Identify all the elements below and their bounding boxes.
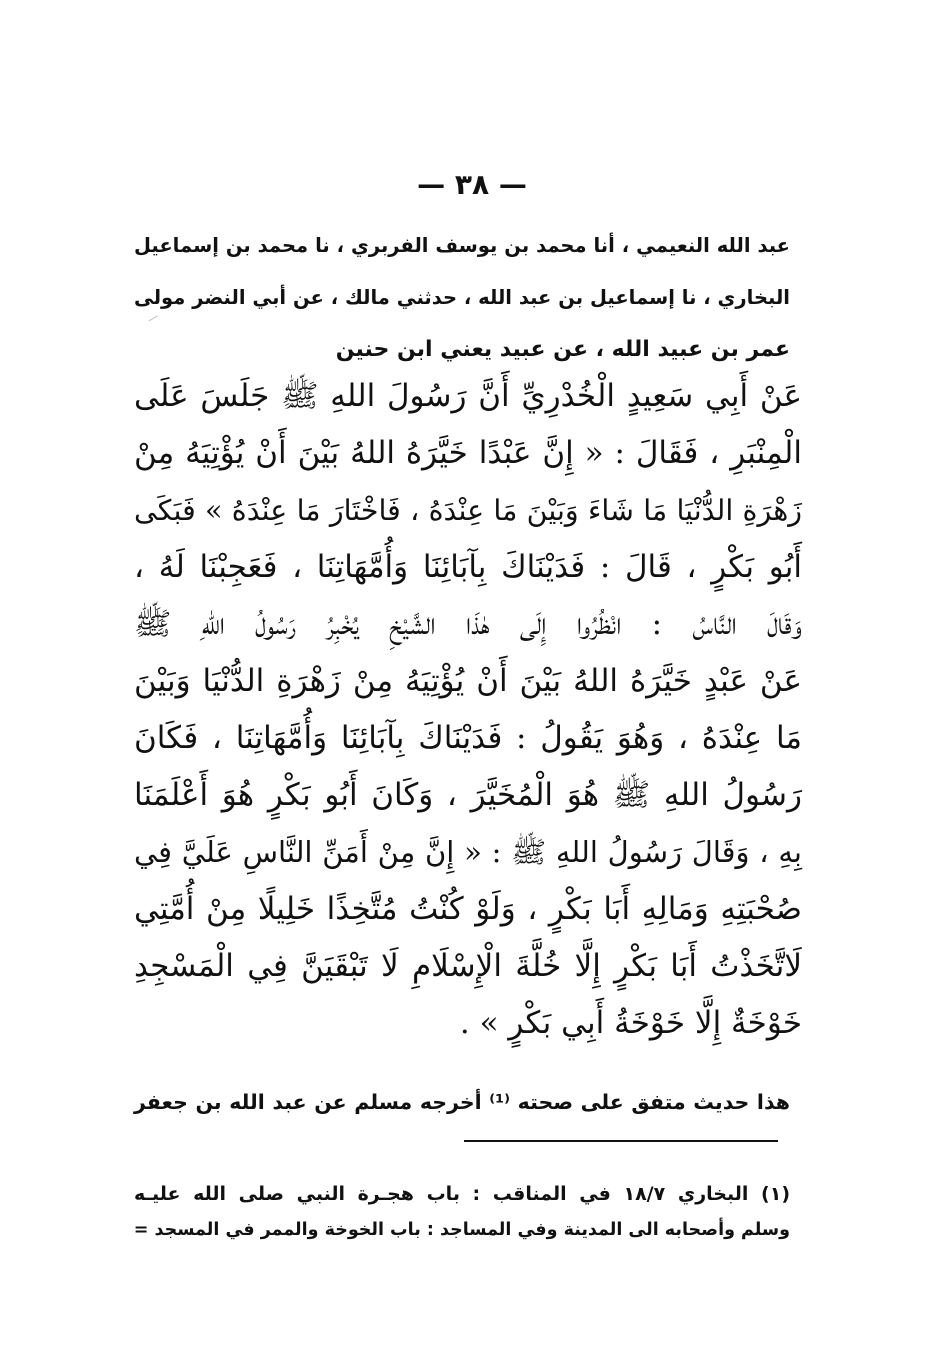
hadith-line: الْمِنْبَرِ ، فَقَالَ : « إِنَّ عَبْدًا خَيَّرَهُ اللهُ بَيْنَ أَنْ يُؤْتِيَهُ مِنْ bbox=[134, 435, 802, 471]
hadith-line: صُحْبَتِهِ وَمَالِهِ أَبَا بَكْرٍ ، وَلَوْ كُنْتُ مُتَّخِذًا خَلِيلًا مِنْ أُمَّتِي bbox=[134, 891, 802, 927]
isnad-line: عبد الله النعيمي ، أنا محمد بن يوسف الفربري ، نا محمد بن إسماعيل bbox=[134, 234, 790, 257]
hadith-line: لَاتَّخَذْتُ أَبَا بَكْرٍ إِلَّا خُلَّةَ الْإِسْلَامِ لَا تَبْقَيَنَّ فِي الْمَسْجِدِ bbox=[134, 948, 802, 984]
hadith-line: مَا عِنْدَهُ ، وَهُوَ يَقُولُ : فَدَيْنَاكَ بِآبَائِنَا وَأُمَّهَاتِنَا ، فَكَانَ bbox=[134, 720, 802, 756]
hadith-line: عَنْ أَبِي سَعِيدٍ الْخُدْرِيِّ أَنَّ رَسُولَ اللهِ ﷺ جَلَسَ عَلَى bbox=[134, 378, 802, 414]
footnote-line: (١) البخاري ١٨/٧ في المناقب : باب هجـرة النبي صلى الله عليـه bbox=[134, 1183, 790, 1205]
hadith-text bbox=[134, 368, 802, 1052]
takhrij-line: هذا حديث متفق على صحته ⁽¹⁾ أخرجه مسلم عن عبد الله بن جعفر bbox=[134, 1090, 790, 1114]
hadith-line: عَنْ عَبْدٍ خَيَّرَهُ اللهُ بَيْنَ أَنْ يُؤْتِيَهُ مِنْ زَهْرَةِ الدُّنْيَا وَبَيْنَ bbox=[134, 663, 802, 699]
footnote-line: وسلم وأصحابه الى المدينة وفي المساجد : باب الخوخة والممر في المسجد = bbox=[133, 1220, 790, 1240]
hadith-line: رَسُولُ اللهِ ﷺ هُوَ الْمُخَيَّرَ ، وَكَانَ أَبُو بَكْرٍ هُوَ أَعْلَمَنَا bbox=[134, 777, 802, 813]
hadith-line: أَبُو بَكْرٍ ، قَالَ : فَدَيْنَاكَ بِآبَائِنَا وَأُمَّهَاتِنَا ، فَعَجِبْنَا لَهُ ، bbox=[134, 549, 802, 585]
hadith-line: وَقَالَ النَّاسُ : انْظُرُوا إِلَى هٰذَا الشَّيْخِ يُخْبِرُ رَسُولُ اللهِ ﷺ bbox=[134, 606, 802, 642]
hadith-line: بِهِ ، وَقَالَ رَسُولُ اللهِ ﷺ : « إِنَّ مِنْ أَمَنِّ النَّاسِ عَلَيَّ فِي bbox=[134, 835, 802, 869]
isnad-line: البخاري ، نا إسماعيل بن عبد الله ، حدثني مالك ، عن أبي النضر مولى bbox=[134, 286, 790, 309]
hadith-line: زَهْرَةِ الدُّنْيَا مَا شَاءَ وَبَيْنَ مَا عِنْدَهُ ، فَاخْتَارَ مَا عِنْدَهُ » فَبَكَى bbox=[134, 494, 802, 527]
hadith-line: خَوْخَةٌ إِلَّا خَوْخَةُ أَبِي بَكْرٍ » . bbox=[459, 1005, 802, 1041]
isnad-block bbox=[134, 220, 790, 376]
page-number: — ٣٨ — bbox=[417, 168, 527, 201]
footnotes bbox=[134, 1176, 790, 1248]
footnote-separator bbox=[464, 1140, 778, 1142]
isnad-line: عمر بن عبيد الله ، عن عبيد يعني ابن حنين bbox=[335, 337, 790, 362]
